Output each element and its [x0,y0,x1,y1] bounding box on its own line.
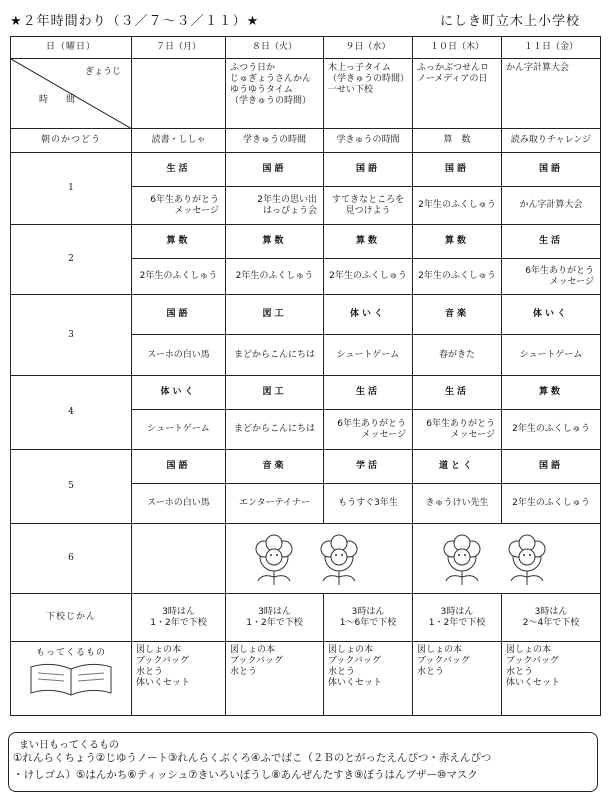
activity-cell: もうすぐ3年生 [324,484,413,524]
subject-cell: 図工 [226,295,324,335]
period-1-subject-row [11,153,601,187]
period-number: 3 [11,295,132,376]
bring-cell: 図しょの本 ブックバッグ 水とう [413,642,502,716]
morning-row [11,129,601,153]
timetable [10,36,601,716]
time-label: 時 間 [39,95,76,105]
period-number: 2 [11,225,132,295]
activity-cell: 2年生のふくしゅう [502,484,601,524]
activity-cell: シュートゲーム [132,410,226,450]
event-label-cell [11,59,132,129]
event-label: ぎょうじ [84,67,121,77]
activity-cell: 2年生のふくしゅう [502,410,601,450]
event-cell: ふっかぶつせんロ ノーメディアの日 [413,59,502,129]
activity-cell: 春がきた [413,335,502,376]
subject-cell: 学活 [324,450,413,484]
subject-cell: 生活 [502,225,601,259]
page-title: ★２年時間わり（３／７〜３／１１）★ [10,14,260,29]
activity-cell: スーホの白い馬 [132,484,226,524]
activity-cell: 6年生ありがとう メッセージ [502,259,601,295]
dismissal-cell: 3時はん 2〜4年で下校 [502,594,601,642]
activity-cell: かん字計算大会 [502,187,601,225]
flower-icon [229,527,409,587]
event-cell: かん字計算大会 [502,59,601,129]
subject-cell: 国語 [413,153,502,187]
bring-label: もってくるもの [35,648,106,658]
day-header: ８日（火） [226,37,324,59]
period-2-subject-row [11,225,601,259]
subject-cell: 国語 [502,450,601,484]
event-row [11,59,601,129]
subject-cell: 体いく [132,376,226,410]
subject-cell: 算数 [502,376,601,410]
activity-cell: エンターテイナー [226,484,324,524]
bring-cell: 図しょの本 ブックバッグ 水とう 体いくセット [324,642,413,716]
activity-cell: スーホの白い馬 [132,335,226,376]
activity-cell: 2年生のふくしゅう [226,259,324,295]
subject-cell: 道とく [413,450,502,484]
activity-cell: すてきなところを 見つけよう [324,187,413,225]
activity-cell: 2年生のふくしゅう [132,259,226,295]
activity-cell: 2年生のふくしゅう [413,259,502,295]
day-header: ９日（水） [324,37,413,59]
bring-cell: 図しょの本 ブックバッグ 水とう 体いくセット [132,642,226,716]
morning-cell: 読書・ししゃ [132,129,226,153]
morning-cell: 算 数 [413,129,502,153]
open-book-icon [26,659,116,699]
activity-cell: きゅうけい先生 [413,484,502,524]
subject-cell: 生活 [413,376,502,410]
activity-cell: 2年生のふくしゅう [324,259,413,295]
period-6-row [11,524,601,594]
activity-cell: まどからこんにちは [226,335,324,376]
bring-row [11,642,601,716]
subject-cell: 算数 [413,225,502,259]
day-header: ７日（月） [132,37,226,59]
subject-cell: 生活 [132,153,226,187]
morning-label: 朝のかつどう [11,129,132,153]
empty-cell [132,524,226,594]
activity-cell: シュートゲーム [324,335,413,376]
subject-cell: 国語 [502,153,601,187]
day-header: １１日（金） [502,37,601,59]
subject-cell: 算数 [324,225,413,259]
period-number: 6 [11,524,132,594]
subject-cell: 算数 [132,225,226,259]
period-5-subject-row [11,450,601,484]
note-body [13,750,593,784]
subject-cell: 国語 [132,450,226,484]
event-cell: 木上っ子タイム （学きゅうの時間） 一せい下校 [324,59,413,129]
activity-cell: 2年生の思い出 はっぴょう会 [226,187,324,225]
activity-cell: 6年生ありがとう メッセージ [413,410,502,450]
period-3-subject-row [11,295,601,335]
note-line: ①れんらくちょう②じゆうノート③れんらくぶくろ④ふでばこ（２Ｂのとがったえんぴつ・赤えんぴつ [13,752,492,764]
dismissal-cell: 3時はん 1・2年で下校 [413,594,502,642]
period-number: 1 [11,153,132,225]
page-header [10,10,600,30]
period-number: 4 [11,376,132,450]
bring-cell: 図しょの本 ブックバッグ 水とう [226,642,324,716]
activity-cell: 6年生ありがとう メッセージ [324,410,413,450]
day-header-row [11,37,601,59]
bring-label-cell [11,642,132,716]
bring-cell: 図しょの本 ブックバッグ 水とう 体いくセット [502,642,601,716]
flower-illustration [226,524,413,594]
dismissal-label: 下校じかん [11,594,132,642]
morning-cell: 学きゅうの時間 [226,129,324,153]
subject-cell: 国語 [226,153,324,187]
morning-cell: 読み取りチャレンジ [502,129,601,153]
dismissal-cell: 3時はん 1〜6年で下校 [324,594,413,642]
period-number: 5 [11,450,132,524]
activity-cell: まどからこんにちは [226,410,324,450]
subject-cell: 算数 [226,225,324,259]
event-cell: ふつう日か じゅぎょうさんかん ゆうゆうタイム （学きゅうの時間） [226,59,324,129]
subject-cell: 音楽 [413,295,502,335]
activity-cell: 2年生のふくしゅう [413,187,502,225]
morning-cell: 学きゅうの時間 [324,129,413,153]
dismissal-row [11,594,601,642]
activity-cell: シュートゲーム [502,335,601,376]
subject-cell: 生活 [324,376,413,410]
corner-label: 日（曜日） [11,37,132,59]
flower-illustration [413,524,601,594]
activity-cell: 6年生ありがとう メッセージ [132,187,226,225]
period-4-subject-row [11,376,601,410]
subject-cell: 体いく [324,295,413,335]
flower-icon [422,527,592,587]
subject-cell: 体いく [502,295,601,335]
subject-cell: 国語 [324,153,413,187]
subject-cell: 図工 [226,376,324,410]
school-name: にしき町立木上小学校 [439,14,580,29]
subject-cell: 音楽 [226,450,324,484]
note-title: まい日もってくるもの [19,740,119,751]
daily-items-note [8,732,598,792]
dismissal-cell: 3時はん 1・2年で下校 [132,594,226,642]
subject-cell: 国語 [132,295,226,335]
event-cell [132,59,226,129]
note-line: ・けしゴム）⑤はんかち⑥ティッシュ⑦きいろいぼうし⑧あんぜんたすき⑨ぼうはんブザー⑩マスク [13,769,478,781]
dismissal-cell: 3時はん 1・2年で下校 [226,594,324,642]
day-header: １０日（木） [413,37,502,59]
